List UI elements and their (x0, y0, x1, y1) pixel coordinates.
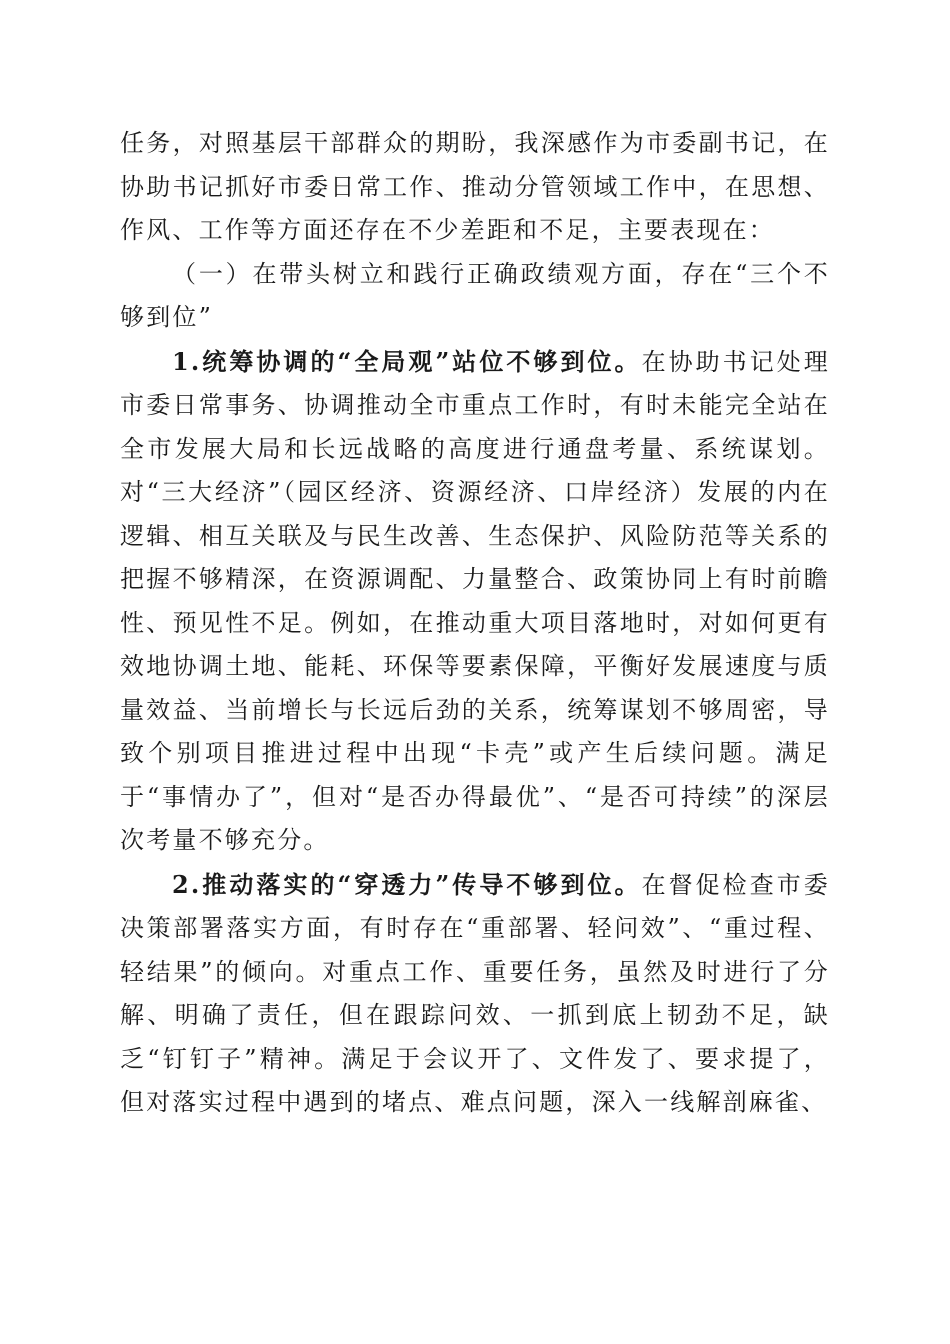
document-body (120, 122, 830, 1125)
item-2-text: 在督促检查市委决策部署落实方面，有时存在“重部署、轻问效”、“重过程、轻结果”的倾向。对重点工作、重要任务，虽然及时进行了分解、明确了责任，但在跟踪问效、一抓到底上韧劲不足，缺乏“钉钉子”精神。满足于会议开了、文件发了、要求提了，但对落实过程中遇到的堵点、难点问题，深入一线解剖麻雀、 (120, 870, 830, 1116)
paragraph-item-1 (120, 340, 830, 863)
item-1-text: 在协助书记处理市委日常事务、协调推动全市重点工作时，有时未能完全站在全市发展大局和长远战略的高度进行通盘考量、系统谋划。对“三大经济”（园区经济、资源经济、口岸经济）发展的内在逻辑、相互关联及与民生改善、生态保护、风险防范等关系的把握不够精深，在资源调配、力量整合、政策协同上有时前瞻性、预见性不足。例如，在推动重大项目落地时，对如何更有效地协调土地、能耗、环保等要素保障，平衡好发展速度与质量效益、当前增长与长远后劲的关系，统筹谋划不够周密，导致个别项目推进过程中出现“卡壳”或产生后续问题。满足于“事情办了”，但对“是否办得最优”、“是否可持续”的深层次考量不够充分。 (120, 347, 830, 854)
paragraph-item-2 (120, 863, 830, 1125)
item-1-heading: 1.统筹协调的“全局观”站位不够到位。 (172, 346, 642, 376)
paragraph-intro (120, 122, 830, 253)
paragraph-text: 任务，对照基层干部群众的期盼，我深感作为市委副书记，在协助书记抓好市委日常工作、推动分管领域工作中，在思想、作风、工作等方面还存在不少差距和不足，主要表现在： (120, 129, 830, 244)
section-heading-text: （一）在带头树立和践行正确政绩观方面，存在“三个不够到位” (120, 259, 830, 331)
item-2-heading: 2.推动落实的“穿透力”传导不够到位。 (172, 869, 642, 899)
section-heading-one (120, 253, 830, 340)
